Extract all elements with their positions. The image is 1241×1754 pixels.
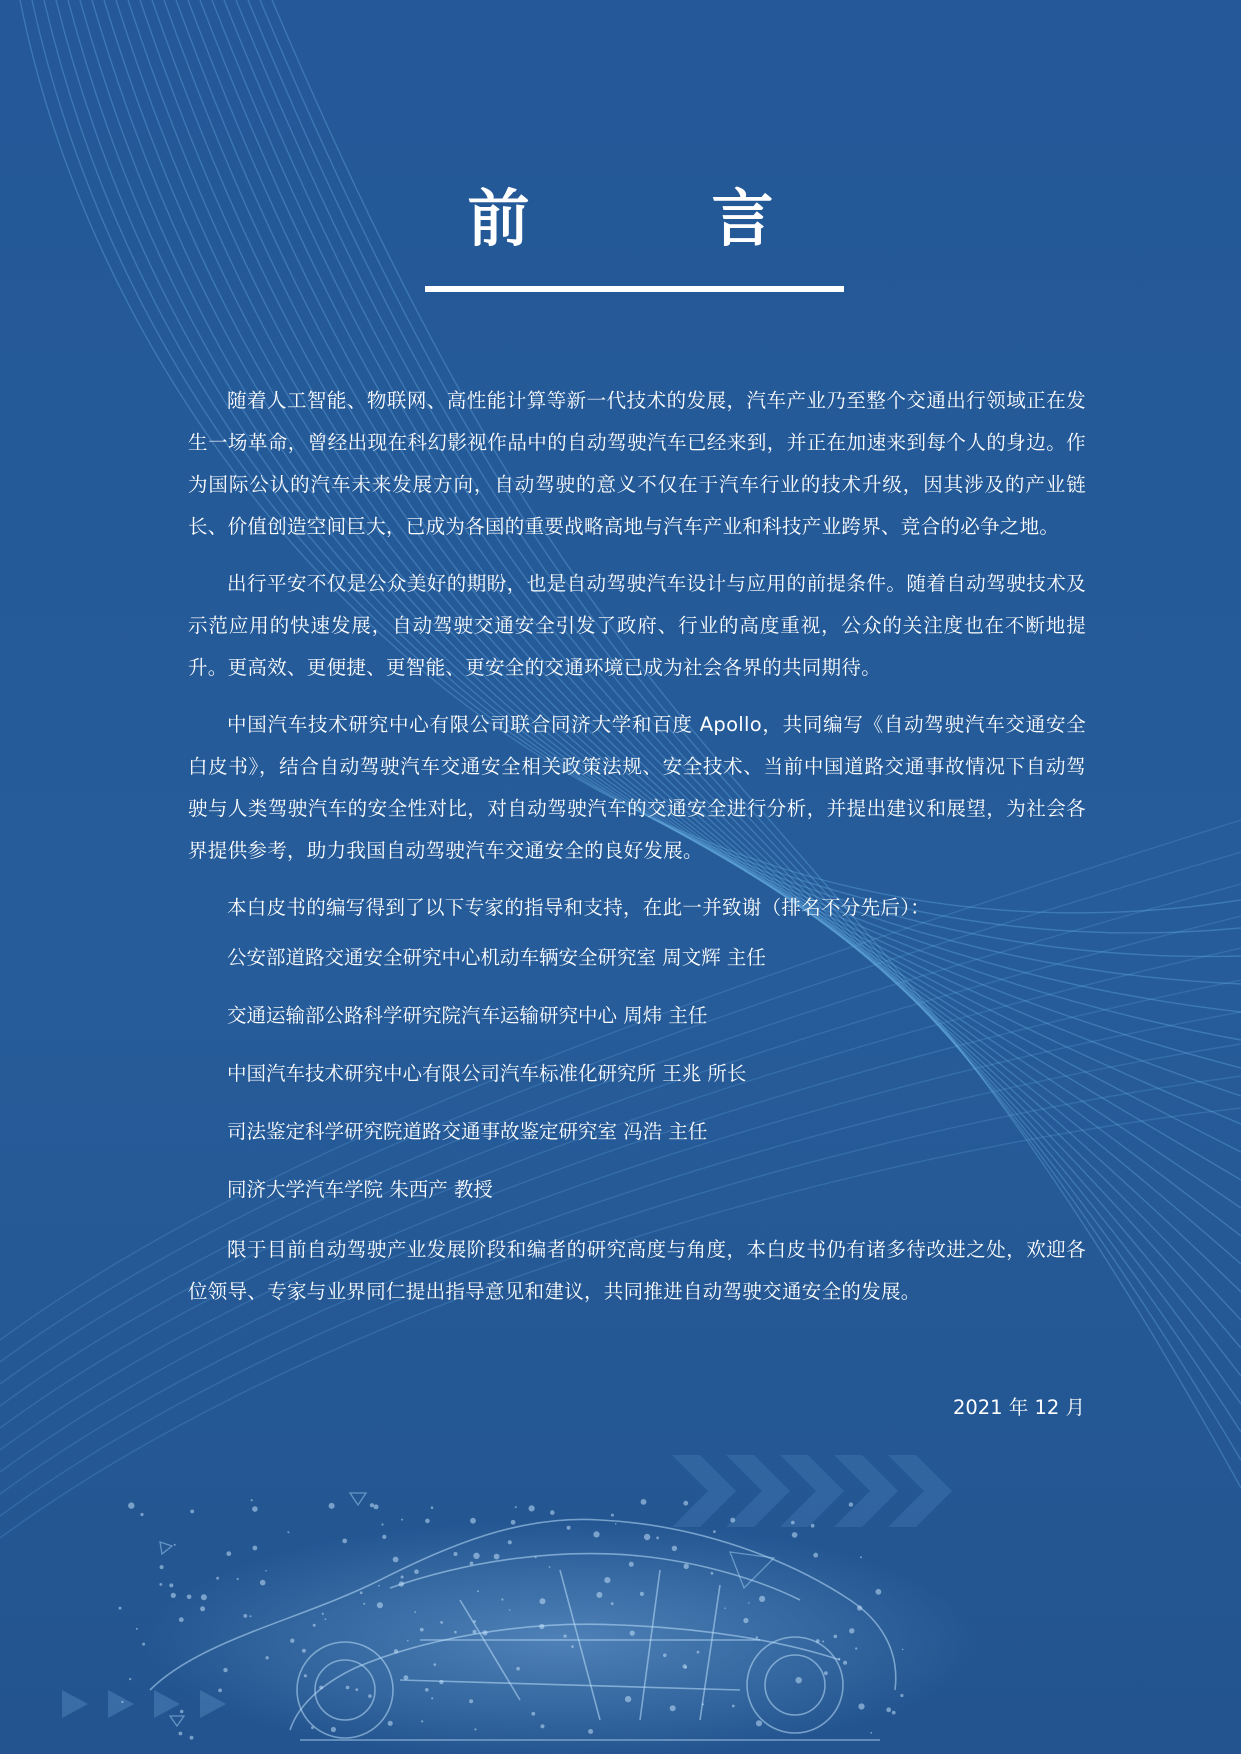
particle-dot: [179, 1732, 183, 1736]
particle-dot: [511, 1520, 516, 1525]
particle-dot: [404, 1675, 409, 1680]
particle-dot: [759, 1596, 765, 1602]
particle-dot: [378, 1585, 380, 1587]
particle-dot: [201, 1594, 207, 1600]
particle-dot: [824, 1671, 828, 1675]
particle-dot: [870, 1732, 872, 1734]
particle-dot: [683, 1501, 688, 1506]
particle-dot: [540, 1598, 546, 1604]
particle-dot: [142, 1643, 145, 1646]
particle-dot: [290, 1639, 294, 1643]
particle-dot: [473, 1620, 476, 1623]
particle-dot: [571, 1645, 574, 1648]
particle-dot: [663, 1654, 667, 1658]
particle-dot: [226, 1551, 231, 1556]
chevron-arrows-decoration: [672, 1455, 952, 1527]
particle-dot: [470, 1562, 474, 1566]
particle-dot: [531, 1712, 535, 1716]
particle-dot: [625, 1696, 631, 1702]
particle-dot: [684, 1564, 689, 1569]
particle-dot: [431, 1697, 433, 1699]
particle-dot: [180, 1710, 183, 1713]
particle-dot: [187, 1595, 192, 1600]
particle-dot: [509, 1609, 511, 1611]
particle-dot: [886, 1707, 891, 1712]
particle-dot: [128, 1502, 134, 1508]
particle-dot: [381, 1523, 383, 1525]
particle-dot: [394, 1649, 398, 1653]
particle-dot: [494, 1554, 500, 1560]
particle-dot: [216, 1577, 219, 1580]
particle-dot: [855, 1647, 857, 1649]
particle-dot: [849, 1502, 853, 1506]
particle-dot: [711, 1572, 714, 1575]
preface-body: [188, 380, 1086, 1328]
particle-dot: [857, 1605, 862, 1610]
acknowledgement-2: 交通运输部公路科学研究院汽车运输研究中心 周炜 主任: [227, 1004, 708, 1027]
particle-dot: [567, 1526, 571, 1530]
particle-dot: [641, 1499, 647, 1505]
particle-dot: [508, 1540, 512, 1544]
particle-dot: [368, 1694, 372, 1698]
particle-dot: [370, 1503, 374, 1507]
particle-dot: [374, 1504, 379, 1509]
particle-dot: [516, 1667, 520, 1671]
particle-dot: [136, 1628, 138, 1630]
particle-dot: [816, 1639, 820, 1643]
particle-dot: [843, 1661, 847, 1665]
particle-dot: [477, 1590, 479, 1592]
particle-dot: [549, 1566, 551, 1568]
particle-dot: [200, 1606, 205, 1611]
particle-dot: [473, 1553, 479, 1559]
particle-dot: [713, 1530, 716, 1533]
particle-dot: [640, 1592, 644, 1596]
particle-dot: [325, 1618, 327, 1620]
particle-dot: [892, 1711, 896, 1715]
particle-dot: [331, 1727, 336, 1732]
particle-dot: [420, 1628, 424, 1632]
particle-dot: [900, 1694, 903, 1697]
particle-dot: [171, 1593, 176, 1598]
particle-dot: [672, 1546, 677, 1551]
particle-dot: [611, 1602, 614, 1605]
particle-dot: [670, 1705, 676, 1711]
particle-dot: [243, 1614, 247, 1618]
particle-dot: [644, 1534, 650, 1540]
particle-dot: [121, 1701, 123, 1703]
page-title: 前 言: [467, 182, 834, 255]
particle-dot: [265, 1570, 267, 1572]
particle-dot: [421, 1720, 423, 1722]
particle-dot: [253, 1546, 258, 1551]
particle-dot: [791, 1521, 795, 1525]
particle-dot: [902, 1649, 904, 1651]
particle-dot: [730, 1518, 735, 1523]
particle-dot: [393, 1557, 399, 1563]
particle-dot: [473, 1630, 477, 1634]
acknowledgement-3: 中国汽车技术研究中心有限公司汽车标准化研究所 王兆 所长: [227, 1062, 747, 1085]
particle-dot: [604, 1577, 610, 1583]
acknowledgement-1: 公安部道路交通安全研究中心机动车辆安全研究室 周文辉 主任: [227, 946, 766, 969]
particle-dot: [119, 1607, 122, 1610]
particle-dot: [515, 1506, 517, 1508]
particle-dot: [796, 1677, 802, 1683]
particle-dot: [838, 1658, 840, 1660]
particle-dot: [540, 1724, 544, 1728]
particle-dot: [588, 1729, 593, 1734]
particle-dot: [160, 1565, 164, 1569]
particle-dot: [190, 1736, 194, 1740]
particle-dot: [629, 1562, 634, 1567]
particle-dot: [322, 1613, 324, 1615]
particle-dot: [174, 1544, 176, 1546]
particle-dot: [732, 1705, 735, 1708]
particle-dot: [237, 1578, 239, 1580]
particle-dot: [535, 1556, 537, 1558]
particle-dot: [474, 1728, 476, 1730]
particle-dot: [129, 1678, 131, 1680]
paragraph-3: 中国汽车技术研究中心有限公司联合同济大学和百度 Apollo，共同编写《自动驾驶汽车交通安全白皮书》，结合自动驾驶汽车交通安全相关政策法规、安全技术、当前中国道路交通事故情况下自动驾驶与人类驾驶汽车的安全性对比，对自动驾驶汽车的交通安全进行分析，并提出建议和展望，为社会各界提供参考，助力我国自动驾驶汽车交通安全的良好发展。: [188, 713, 1086, 862]
particle-dot: [683, 1664, 687, 1668]
particle-dot: [304, 1674, 307, 1677]
particle-dot: [388, 1721, 393, 1726]
particle-dot: [363, 1603, 365, 1605]
title-underline: [425, 286, 844, 292]
paragraph-2: 出行平安不仅是公众美好的期盼，也是自动驾驶汽车设计与应用的前提条件。随着自动驾驶技术及示范应用的快速发展，自动驾驶交通安全引发了政府、行业的高度重视，公众的关注度也在不断地提升。更高效、更便捷、更智能、更安全的交通环境已成为社会各界的共同期待。: [188, 572, 1086, 679]
particle-dot: [813, 1553, 818, 1558]
particle-dot: [287, 1531, 289, 1533]
particle-dot: [724, 1608, 726, 1610]
particle-dot: [470, 1518, 476, 1524]
particle-dot: [265, 1656, 268, 1659]
acknowledgement-4: 司法鉴定科学研究院道路交通事故鉴定研究室 冯浩 主任: [227, 1120, 708, 1143]
paragraph-1: 随着人工智能、物联网、高性能计算等新一代技术的发展，汽车产业乃至整个交通出行领域正在发生一场革命，曾经出现在科幻影视作品中的自动驾驶汽车已经来到，并正在加速来到每个人的身边。作为国际公认的汽车未来发展方向，自动驾驶的意义不仅在于汽车行业的技术升级，因其涉及的产业链长、价值创造空间巨大，已成为各国的重要战略高地与汽车产业和科技产业跨界、竞合的必争之地。: [188, 389, 1086, 538]
closing-paragraph: 限于目前自动驾驶产业发展阶段和编者的研究高度与角度，本白皮书仍有诸多待改进之处，欢迎各位领导、专家与业界同仁提出指导意见和建议，共同推进自动驾驶交通安全的发展。: [188, 1238, 1086, 1303]
particle-dot: [342, 1539, 347, 1544]
particle-dot: [630, 1631, 635, 1636]
particle-dot: [252, 1506, 258, 1512]
particle-dot: [529, 1505, 535, 1511]
particle-dot: [414, 1569, 419, 1574]
particle-dot: [159, 1583, 162, 1586]
particle-dot: [860, 1556, 862, 1558]
particle-dot: [615, 1523, 617, 1525]
particle-dot: [702, 1703, 704, 1705]
particle-dot: [501, 1598, 503, 1600]
particle-dot: [748, 1602, 750, 1604]
particle-dot: [190, 1510, 194, 1514]
particle-dot: [179, 1617, 184, 1622]
particle-dot: [743, 1618, 748, 1623]
particle-dot: [792, 1532, 798, 1538]
particle-dot: [218, 1689, 222, 1693]
particle-dot: [550, 1510, 555, 1515]
particle-dot: [849, 1628, 854, 1633]
particle-dot: [140, 1513, 143, 1516]
particle-dot: [656, 1537, 659, 1540]
particle-dot: [355, 1688, 358, 1691]
document-date: 2021 年 12 月: [952, 1396, 1085, 1419]
particle-dot: [302, 1649, 306, 1653]
particle-dot: [425, 1519, 430, 1524]
particle-dot: [329, 1503, 335, 1509]
particle-dot: [454, 1631, 457, 1634]
particle-dot: [858, 1703, 864, 1709]
particle-dot: [260, 1580, 266, 1586]
particle-dot: [756, 1636, 758, 1638]
particle-dot: [697, 1651, 700, 1654]
particle-dot: [431, 1506, 434, 1509]
particle-dot: [539, 1624, 544, 1629]
particle-dot: [876, 1589, 882, 1595]
particle-dot: [440, 1621, 443, 1624]
particle-dot: [401, 1519, 403, 1521]
particle-dot: [434, 1663, 437, 1666]
particle-dot: [346, 1686, 350, 1690]
particle-dot: [319, 1686, 323, 1690]
particle-dot: [454, 1552, 458, 1556]
paragraph-4: 本白皮书的编写得到了以下专家的指导和支持，在此一并致谢（排名不分先后）：: [227, 896, 931, 919]
particle-dot: [382, 1535, 386, 1539]
particle-dot: [360, 1591, 363, 1594]
particle-dot: [399, 1581, 404, 1586]
particle-dot: [250, 1615, 252, 1617]
particle-dot: [401, 1576, 404, 1579]
particle-dot: [407, 1640, 409, 1642]
particle-dot: [469, 1699, 473, 1703]
acknowledgement-5: 同济大学汽车学院 朱西产 教授: [227, 1178, 493, 1201]
particle-dot: [611, 1514, 614, 1517]
particle-dot: [564, 1635, 567, 1638]
particle-dot: [414, 1611, 416, 1613]
particle-dot: [822, 1641, 824, 1643]
particle-dot: [756, 1720, 762, 1726]
particle-dot: [439, 1680, 443, 1684]
particle-dot: [169, 1583, 173, 1587]
particle-dot: [834, 1635, 838, 1639]
particle-dot: [311, 1726, 314, 1729]
particle-dot: [251, 1499, 253, 1501]
particle-dot: [482, 1630, 487, 1635]
particle-dot: [313, 1624, 316, 1627]
particle-dot: [425, 1688, 429, 1692]
particle-dot: [377, 1602, 383, 1608]
particle-dot: [811, 1524, 815, 1528]
particle-dot: [223, 1668, 227, 1672]
particle-dot: [593, 1531, 599, 1537]
particle-dot: [596, 1592, 602, 1598]
